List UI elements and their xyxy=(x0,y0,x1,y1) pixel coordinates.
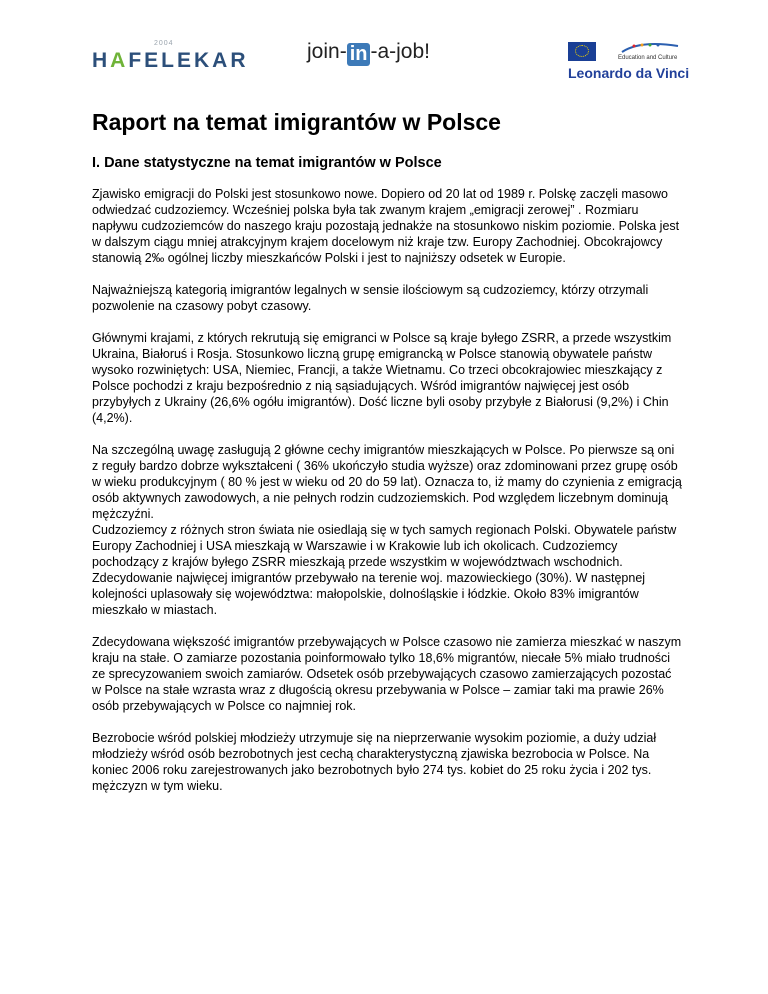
document-body xyxy=(92,108,682,810)
eu-caption: Education and Culture xyxy=(618,55,678,61)
hafelekar-wordmark: HAFELEKAR xyxy=(92,49,249,72)
paragraph: Głównymi krajami, z których rekrutują się emigranci w Polsce są kraje byłego ZSRR, a przede wszystkim Ukraina, Białoruś i Rosja. Stosunkowo liczną grupę emigrancką w Polsce stanowią obywatele państw wysoko rozwiniętych: USA, Niemiec, Francji, a także Wietnamu. Co trzeci obcokrajowiec mieszkający z Polsce pochodzi z kraju bezpośrednio z nią sąsiadujących. Wśród imigrantów najwięcej jest osób przybyłych z Ukrainy (26,6% ogółu imigrantów). Dość liczne byli osoby przybyłe z Białorusi (9,2%) i Chin (4,2%). xyxy=(92,331,672,425)
section-heading: I. Dane statystyczne na temat imigrantów w Polsce xyxy=(92,155,442,171)
paragraph: Zdecydowana większość imigrantów przebywających w Polsce czasowo nie zamierza mieszkać w naszym kraju na stałe. O zamiarze pozostania poinformowało tylko 18,6% migrantów, niecałe 5% miało trudności ze sprecyzowaniem swoich zamiarów. Odsetek osób przebywających czasowo zamierzających pozostać w Polsce na stałe wzrasta wraz z długością okresu przebywania w Polsce – zamiar taki ma prawie 26% osób przebywających w Polsce co najmniej rok. xyxy=(92,635,682,713)
hafelekar-year: 2004 xyxy=(154,40,174,47)
document-title: Raport na temat imigrantów w Polsce xyxy=(92,109,501,135)
eu-flag-icon xyxy=(568,42,596,61)
join-in-a-job-logo: join- in -a-job! xyxy=(307,40,430,65)
page-header xyxy=(0,0,768,90)
join-in-badge: in xyxy=(347,43,371,66)
hafelekar-logo xyxy=(92,40,249,72)
leonardo-brand: Leonardo da Vinci xyxy=(568,65,690,81)
paragraph: Cudzoziemcy z różnych stron świata nie osiedlają się w tych samych regionach Polski. Obywatele państw Europy Zachodniej i USA mieszkają w Warszawie i w Krakowie lub ich okolicach. Cudzoziemcy pochodzący z krajów byłego ZSRR mieszkają przede wszystkim w województwach wschodnich. Zdecydowanie najwięcej imigrantów przebywało na terenie woj. mazowieckiego (30%). W następnej kolejności uplasowały się województwa: małopolskie, dolnośląskie i łódzkie. Około 83% imigrantów mieszkało w miastach. xyxy=(92,523,677,617)
paragraph: Na szczególną uwagę zasługują 2 główne cechy imigrantów mieszkających w Polsce. Po pierwsze są oni z reguły bardzo dobrze wykształceni ( 36% ukończyło studia wyższe) oraz zdominowani przez grupę osób w wieku produkcyjnym ( 80 % jest w wieku od 20 do 59 lat). Oznacza to, iż mamy do czynienia z emigracją osób aktywnych zawodowych, a nie pełnych rodzin cudzoziemskich. Pod względem liczebnym dominują mężczyźni. xyxy=(92,443,682,521)
education-culture-swoosh-icon xyxy=(620,42,680,54)
paragraph: Zjawisko emigracji do Polski jest stosunkowo nowe. Dopiero od 20 lat od 1989 r. Polskę zaczęli masowo odwiedzać cudzoziemcy. Wcześniej polska była tak zwanym krajem „emigracji zerowej” . Rozmiaru napływu cudzoziemców do naszego kraju pozostają jednakże na stosunkowo niskim poziomie. Polska jest w dalszym ciągu mniej atrakcyjnym krajem docelowym niż kraje tzw. Europy Zachodniej. Obcokrajowcy stanowią 2‰ ogólnej liczby mieszkańców Polski i jest to najniższy odsetek w Europie. xyxy=(92,187,680,265)
paragraph: Najważniejszą kategorią imigrantów legalnych w sensie ilościowym są cudzoziemcy, którzy otrzymali pozwolenie na czasowy pobyt czasowy. xyxy=(92,283,649,313)
paragraph: Bezrobocie wśród polskiej młodzieży utrzymuje się na nieprzerwanie wysokim poziomie, a duży udział młodzieży wśród osób bezrobotnych jest cechą charakterystyczną zjawiska bezrobocia w Polsce. Na koniec 2006 roku zarejestrowanych jako bezrobotnych było 274 tys. kobiet do 25 roku życia i 202 tys. mężczyzn w tym wieku. xyxy=(92,731,657,793)
leonardo-da-vinci-logo xyxy=(568,42,688,82)
